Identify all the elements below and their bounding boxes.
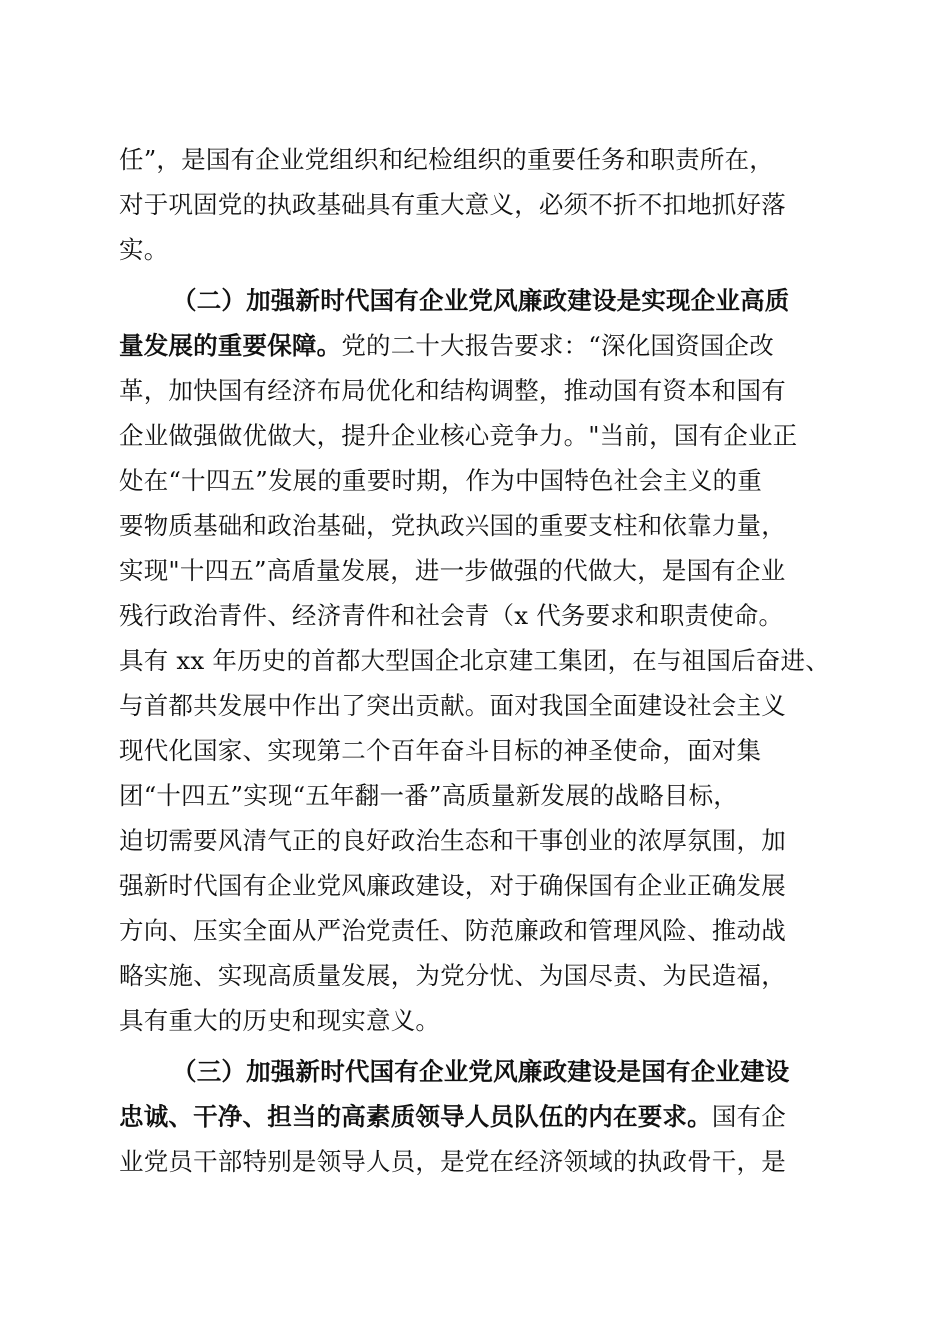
text-line-1: 任”，是国有企业党组织和纪检组织的重要任务和职责所在， [119,145,774,174]
text-line-5 [119,328,839,364]
text-line-13: 与首都共发展中作出了突出贡献。面对我国全面建设社会主义 [119,691,786,720]
text-line-18: 方向、压实全面从严治党责任、防范廉政和管理风险、推动战 [119,916,786,945]
text-line-15: 团“十四五”实现“五年翻一番”高质量新发展的战略目标， [119,781,738,810]
text-line-14: 现代化国家、实现第二个百年奋斗目标的神圣使命，面对集 [119,736,762,765]
paragraph-text: 党的二十大报告要求：“深化国资国企改 [341,331,774,360]
section-heading-3: （三）加强新时代国有企业党风廉政建设是国有企业建设 [172,1057,790,1086]
text-line-8: 处在“十四五”发展的重要时期，作为中国特色社会主义的重 [119,466,762,495]
text-line-3: 实。 [119,235,169,264]
section-heading-2: （二）加强新时代国有企业党风廉政建设是实现企业高质 [172,286,790,315]
text-line-9: 要物质基础和政治基础，党执政兴国的重要支柱和依靠力量， [119,511,786,540]
text-line-17: 强新时代国有企业党风廉政建设，对于确保国有企业正确发展 [119,871,786,900]
section-heading-2-continued: 量发展的重要保障。 [119,331,342,360]
text-line-7: 企业做强做优做大，提升企业核心竞争力。"当前，国有企业正 [119,421,798,450]
text-line-10: 实现"十四五”高盾量发展，进一步做强的代做大，是国有企业 [119,556,786,585]
text-line-19: 略实施、实现高质量发展，为党分忧、为国尽责、为民造福， [119,961,786,990]
paragraph-text: 国有企 [711,1102,786,1131]
text-line-2: 对于巩固党的执政基础具有重大意义，必须不折不扣地抓好落 [119,190,786,219]
text-line-22 [119,1099,839,1135]
text-line-23: 业党员干部特别是领导人员，是党在经济领域的执政骨干，是 [119,1147,786,1176]
section-heading-3-continued: 忠诚、干净、担当的高素质领导人员队伍的内在要求。 [119,1102,712,1131]
text-line-20: 具有重大的历史和现实意义。 [119,1006,441,1035]
text-line-11: 残行政治青件、经济青件和社会青（x 代务要求和职责使命。 [119,601,784,630]
text-line-6: 革，加快国有经济布局优化和结构调整，推动国有资本和国有 [119,376,786,405]
text-line-12: 具有 xx 年历史的首都大型国企北京建工集团，在与祖国后奋进、 [119,646,830,675]
text-line-16: 迫切需要风清气正的良好政治生态和干事创业的浓厚氛围，加 [119,826,786,855]
